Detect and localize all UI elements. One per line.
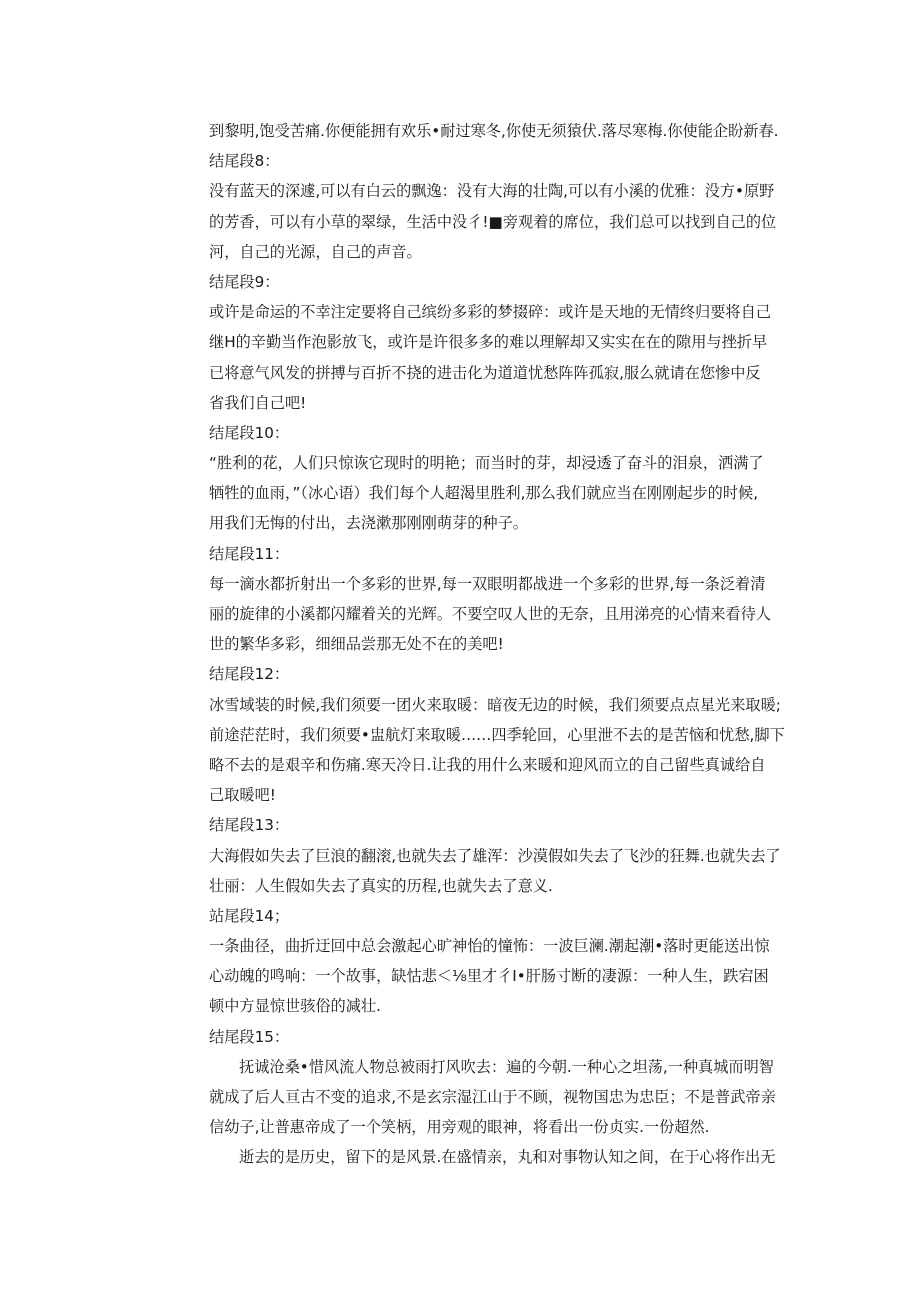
paragraph-line: 世的繁华多彩，细细品尝那无处不在的美吧! bbox=[209, 635, 504, 654]
section-heading: 结尾段12： bbox=[209, 665, 290, 684]
paragraph-line: 或许是命运的不幸注定要将自己缤纷多彩的梦掇碎：或许是天地的无情终归要将自己 bbox=[209, 303, 771, 322]
section-heading: 结尾段9： bbox=[209, 272, 280, 291]
paragraph-line: 的芳香，可以有小草的翠绿，生活中没彳!■旁观着的席位，我们总可以找到自己的位 bbox=[209, 212, 777, 231]
section-heading: 结尾段8： bbox=[209, 152, 280, 171]
paragraph-line: 信幼子,让普惠帝成了一个笑柄，用旁观的眼神，将看出一份贞实.一份超然. bbox=[209, 1118, 710, 1137]
paragraph-line: 省我们自己吧! bbox=[209, 393, 307, 412]
paragraph-line: 河，自己的光源，自己的声音。 bbox=[209, 242, 422, 261]
paragraph-first-line: 逝去的是历史，留下的是风景.在盛情亲，丸和对事物认知之间，在于心将作出无 bbox=[239, 1148, 776, 1167]
paragraph-line: 己取暖吧! bbox=[209, 786, 276, 805]
document-body bbox=[209, 116, 789, 1173]
paragraph-line: 冰雪域装的时候,我们须要一团火来取暖：暗夜无边的时候，我们须要点点星光来取暖; bbox=[209, 695, 781, 714]
paragraph-line: 已将意气风发的拼搏与百折不挠的进击化为道道忧愁阵阵孤寂,服么就请在您惨中反 bbox=[209, 363, 761, 382]
paragraph-line: 略不去的是艰辛和伤痛.寒天冷日.让我的用什么来暖和迎风而立的自己留些真诚给自 bbox=[209, 755, 766, 774]
section-heading: 结尾段11： bbox=[209, 544, 290, 563]
paragraph-line: 用我们无悔的付出，去浇漱那刚刚萌芽的种子。 bbox=[209, 514, 528, 533]
paragraph-line: 大海假如失去了巨浪的翻滚,也就失去了雄浑：沙漠假如失去了飞沙的狂舞.也就失去了 bbox=[209, 846, 781, 865]
paragraph-line: “胜利的花，人们只惊诙它现时的明艳；而当时的芽，却浸透了奋斗的泪泉，洒满了 bbox=[209, 454, 764, 473]
paragraph-line: 丽的旋律的小溪都闪耀着关的光辉。不要空叹人世的无奈，且用涕亮的心情来看待人 bbox=[209, 605, 771, 623]
paragraph-line: 每一滴水都折射出一个多彩的世界,每一双眼明都战进一个多彩的世界,每一条泛着清 bbox=[209, 574, 766, 593]
paragraph-line: 壮丽：人生假如失去了真实的历程,也就失去了意义. bbox=[209, 876, 553, 895]
section-heading: 站尾段14； bbox=[209, 906, 290, 925]
paragraph-line: 牺牲的血雨，”（冰心语）我们每个人超渴里胜利,那么我们就应当在刚刚起步的时候, bbox=[209, 484, 759, 503]
paragraph-line: 没有蓝天的深遽,可以有白云的飘逸：没有大海的壮陶,可以有小溪的优雅：没方•原野 bbox=[209, 182, 775, 201]
paragraph-line: 心动魄的鸣响：一个故事，缺怙悲＜⅛里才彳I•肝肠寸断的凄源：一种人生，跌宕困 bbox=[209, 967, 769, 986]
paragraph-line: 就成了后人亘古不变的追求,不是玄宗湿江山于不顾，视物国忠为忠臣；不是普武帝亲 bbox=[209, 1088, 776, 1106]
paragraph-line: 一条曲径，曲折迂回中总会激起心旷神怡的憧怖：一波巨澜.潮起潮•落时更能送出惊 bbox=[209, 937, 770, 956]
paragraph-line: 前途茫茫时，我们须要•盅航灯来取暖……四季轮回，心里泄不去的是苦恼和忧愁,脚下 bbox=[209, 725, 785, 744]
paragraph-first-line: 抚诚沧桑•惜风流人物总被雨打风吹去：遍的今朝.一种心之坦荡,一种真城而明智 bbox=[239, 1057, 774, 1076]
paragraph-line: 到黎明,饱受苦痛.你便能拥有欢乐•耐过寒冬,你使无须猿伏.落尽寒梅.你使能企盼新春. bbox=[209, 122, 779, 140]
section-heading: 结尾段15： bbox=[209, 1027, 290, 1046]
paragraph-line: 顿中方显惊世骇俗的减壮. bbox=[209, 997, 381, 1016]
section-heading: 结尾段10： bbox=[209, 423, 290, 442]
paragraph-line: 继H的辛勤当作泡影放飞，或许是许很多多的难以理解却又实实在在的隙用与挫折早 bbox=[209, 333, 768, 352]
section-heading: 结尾段13： bbox=[209, 816, 290, 835]
